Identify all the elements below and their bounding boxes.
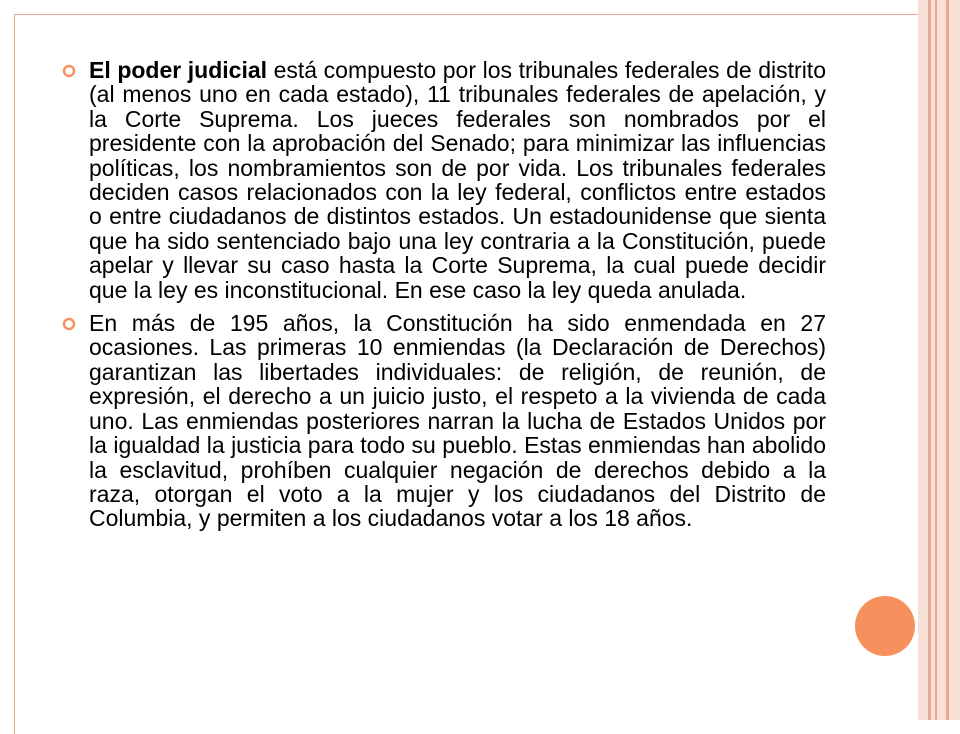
bullet-item <box>62 58 826 302</box>
circle-bullet-icon <box>62 64 76 78</box>
slide-content <box>62 58 826 540</box>
bullet-text: está compuesto por los tribunales federales de distrito (al menos uno en cada estado), 11 tribunales federales de apelación, y la Corte Suprema. Los jueces federales son nombrados por el presidente con la aprobación del Senado; para minimizar las influencias políticas, los nombramientos son de por vida. Los tribunales federales deciden casos relacionados con la ley federal, conflictos entre estados o entre ciudadanos de distintos estados. Un estadounidense que sienta que ha sido sentenciado bajo una ley contraria a la Constitución, puede apelar y llevar su caso hasta la Corte Suprema, la cual puede decidir que la ley es inconstitucional. En ese caso la ley queda anulada. <box>89 57 826 303</box>
circle-bullet-icon <box>62 317 76 331</box>
bullet-paragraph <box>89 58 826 302</box>
decorative-stripe <box>928 0 931 720</box>
decorative-stripe <box>935 0 937 720</box>
right-decorative-band <box>918 0 960 720</box>
decorative-stripe <box>946 0 949 720</box>
bullet-paragraph <box>89 311 826 531</box>
bullet-lead-text: El poder judicial <box>89 57 268 83</box>
bullet-item <box>62 311 826 531</box>
bullet-text: En más de 195 años, la Constitución ha sido enmendada en 27 ocasiones. Las primeras 10 enmiendas (la Declaración de Derechos) garantizan las libertades individuales: de religión, de reunión, de expresión, el derecho a un juicio justo, el respeto a la vivienda de cada uno. Las enmiendas posteriores narran la lucha de Estados Unidos por la igualdad la justicia para todo su pueblo. Estas enmiendas han abolido la esclavitud, prohíben cualquier negación de derechos debido a la raza, otorgan el voto a la mujer y los ciudadanos del Distrito de Columbia, y permiten a los ciudadanos votar a los 18 años. <box>89 310 826 532</box>
decorative-circle <box>855 596 915 656</box>
